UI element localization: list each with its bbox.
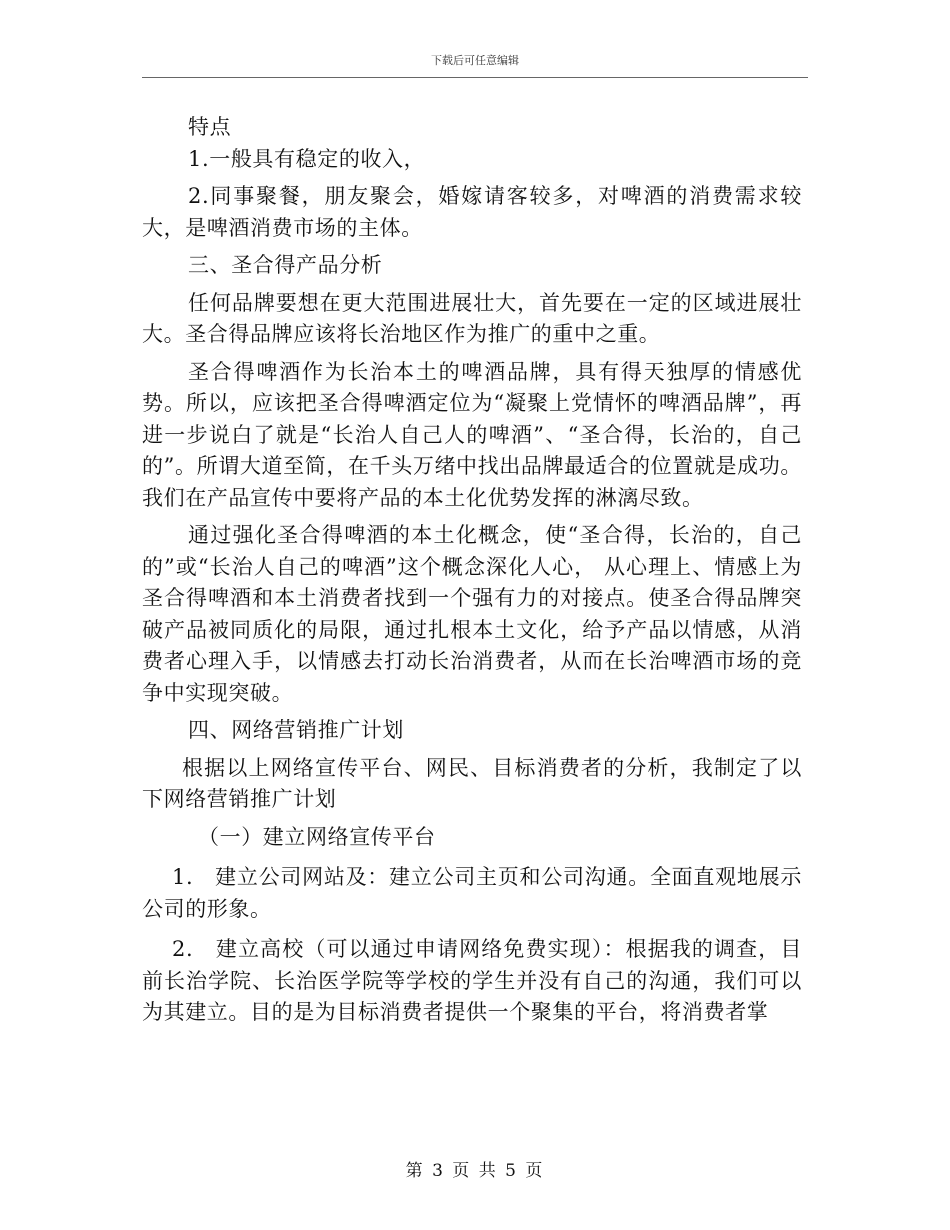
- paragraph-item-2: 2.同事聚餐，朋友聚会，婚嫁请客较多，对啤酒的消费需求较大，是啤酒消费市场的主体。: [142, 184, 802, 240]
- paragraph-brand-position: 圣合得啤酒作为长治本土的啤酒品牌，具有得天独厚的情感优势。所以，应该把圣合得啤酒定位为“凝聚上党情怀的啤酒品牌”，再进一步说白了就是“长治人自己人的啤酒”、“圣合得，长治的，自己的”。所谓大道至简，在千头万绪中找出品牌最适合的位置就是成功。我们在产品宣传中要将产品的本土化优势发挥的淋漓尽致。: [142, 359, 802, 510]
- heading-subsection-1: （一）建立网络宣传平台: [198, 824, 436, 849]
- paragraph-item-1: 1.一般具有稳定的收入，: [188, 146, 426, 171]
- header-rule: [142, 77, 808, 78]
- paragraph-plan-intro: 根据以上网络宣传平台、网民、目标消费者的分析，我制定了以下网络营销推广计划: [142, 755, 802, 811]
- heading-section-3: 三、圣合得产品分析: [188, 253, 383, 277]
- paragraph-brand-growth: 任何品牌要想在更大范围进展壮大，首先要在一定的区域进展壮大。圣合得品牌应该将长治地区作为推广的重中之重。: [142, 290, 802, 346]
- document-body: [142, 112, 802, 1029]
- page-number-footer: 第 3 页 共 5 页: [405, 1161, 545, 1181]
- paragraph-plan-item-1: 1. 建立公司网站及：建立公司主页和公司沟通。全面直观地展示公司的形象。: [142, 865, 802, 921]
- paragraph-features: 特点: [188, 115, 232, 139]
- heading-section-4: 四、网络营销推广计划: [188, 718, 404, 742]
- paragraph-localization: 通过强化圣合得啤酒的本土化概念，使“圣合得，长治的，自己的”或“长治人自己的啤酒”这个概念深化人心， 从心理上、情感上为圣合得啤酒和本土消费者找到一个强有力的对接点。使圣合得品牌突破产品被同质化的局限，通过扎根本土文化，给予产品以情感，从消费者心理入手，以情感去打动长治消费者，从而在长治啤酒市场的竞争中实现突破。: [142, 523, 802, 705]
- paragraph-plan-item-2: 2. 建立高校（可以通过申请网络免费实现）：根据我的调查，目前长治学院、长治医学院等学校的学生并没有自己的沟通，我们可以为其建立。目的是为目标消费者提供一个聚集的平台，将消费者掌: [142, 937, 802, 1024]
- page-header: 下载后可任意编辑: [431, 54, 519, 67]
